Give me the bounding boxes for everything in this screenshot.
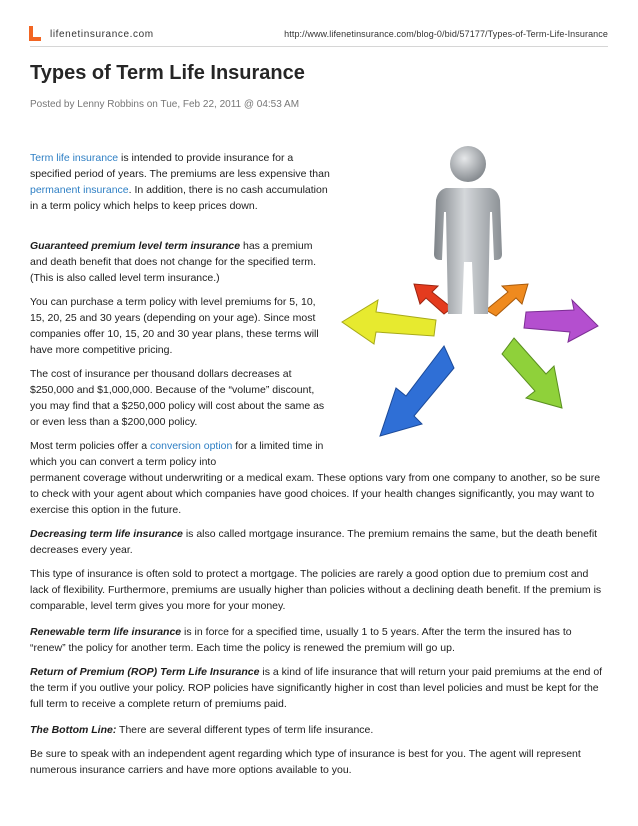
orange-arrow-icon [486,284,528,316]
paragraph-7: This type of insurance is often sold to protect a mortgage. The policies are rarely a good option due to premium cost and lack of flexibility. Furthermore, premiums are usually higher than policies without a declining death benefit. If the premium is comparable, level term gives you more for your money. [30,568,602,612]
paragraph-6: Decreasing term life insurance is also called mortgage insurance. The premium remains the same, but the death benefit decreases every year. [30,528,598,556]
paragraph-5: Most term policies offer a conversion option for a limited time in which you can convert a term policy into permanent coverage without underwriting or a medical exam. These options vary from one company to another, so be sure to check with your agent about which companies have good choices. If your health changes significantly, you may want to exercise this option in the future. [30,440,601,516]
paragraph-2: Guaranteed premium level term insurance has a premium and death benefit that does not change for the specified term. (This is also called level term insurance.) [30,240,317,284]
header-divider [30,46,608,47]
top-header [0,0,638,46]
paragraph-3: You can purchase a term policy with level premiums for 5, 10, 15, 20, 25 and 30 years (depending on your age). Since most companies offer 10, 15, 20 and 30 year plans, these terms will have more competitive pricing. [30,296,319,356]
paragraph-1: Term life insurance is intended to provide insurance for a specified period of years. The premiums are less expensive than permanent insurance. In addition, there is no cash accumulation in a term policy which helps to keep prices down. [30,152,330,212]
paragraph-8: Renewable term life insurance is in force for a specified time, usually 1 to 5 years. After the term the insured has to “renew” the policy for another term. Each time the policy is renewed the premium will go up. [30,626,572,654]
blue-arrow-icon [380,346,454,436]
lifenet-logo-icon [29,26,42,41]
paragraph-11: Be sure to speak with an independent agent regarding which type of insurance is best for you. The agent will represent numerous insurance carriers and have more options available to you. [30,748,581,776]
term-life-insurance-link[interactable]: Term life insurance [30,152,119,164]
permanent-insurance-link[interactable]: permanent insurance [30,184,129,196]
byline: Posted by Lenny Robbins on Tue, Feb 22, 2011 @ 04:53 AM [30,99,300,110]
yellow-arrow-icon [342,300,436,344]
page-url[interactable]: http://www.lifenetinsurance.com/blog-0/bid/57177/Types-of-Term-Life-Insurance [284,29,608,39]
paragraph-10: The Bottom Line: There are several different types of term life insurance. [30,724,374,736]
site-name[interactable]: lifenetinsurance.com [50,29,154,40]
person-figure-icon [434,146,502,314]
green-arrow-icon [502,338,562,408]
purple-arrow-icon [524,300,598,342]
paragraph-9: Return of Premium (ROP) Term Life Insurance is a kind of life insurance that will return your paid premiums at the end of the term if you outlive your policy. ROP policies have significantly higher in cost than level policies and must be kept for the full term to receive a complete return of premiums paid. [30,666,603,710]
red-arrow-icon [414,284,452,314]
conversion-option-link[interactable]: conversion option [150,440,233,452]
person-with-arrows-illustration [336,142,608,440]
article-title: Types of Term Life Insurance [30,62,305,84]
paragraph-4: The cost of insurance per thousand dollars decreases at $250,000 and $1,000,000. Because of the “volume” discount, you may find that a $250,000 policy will cost about the same as or even less than a $200,000 policy. [30,368,325,428]
